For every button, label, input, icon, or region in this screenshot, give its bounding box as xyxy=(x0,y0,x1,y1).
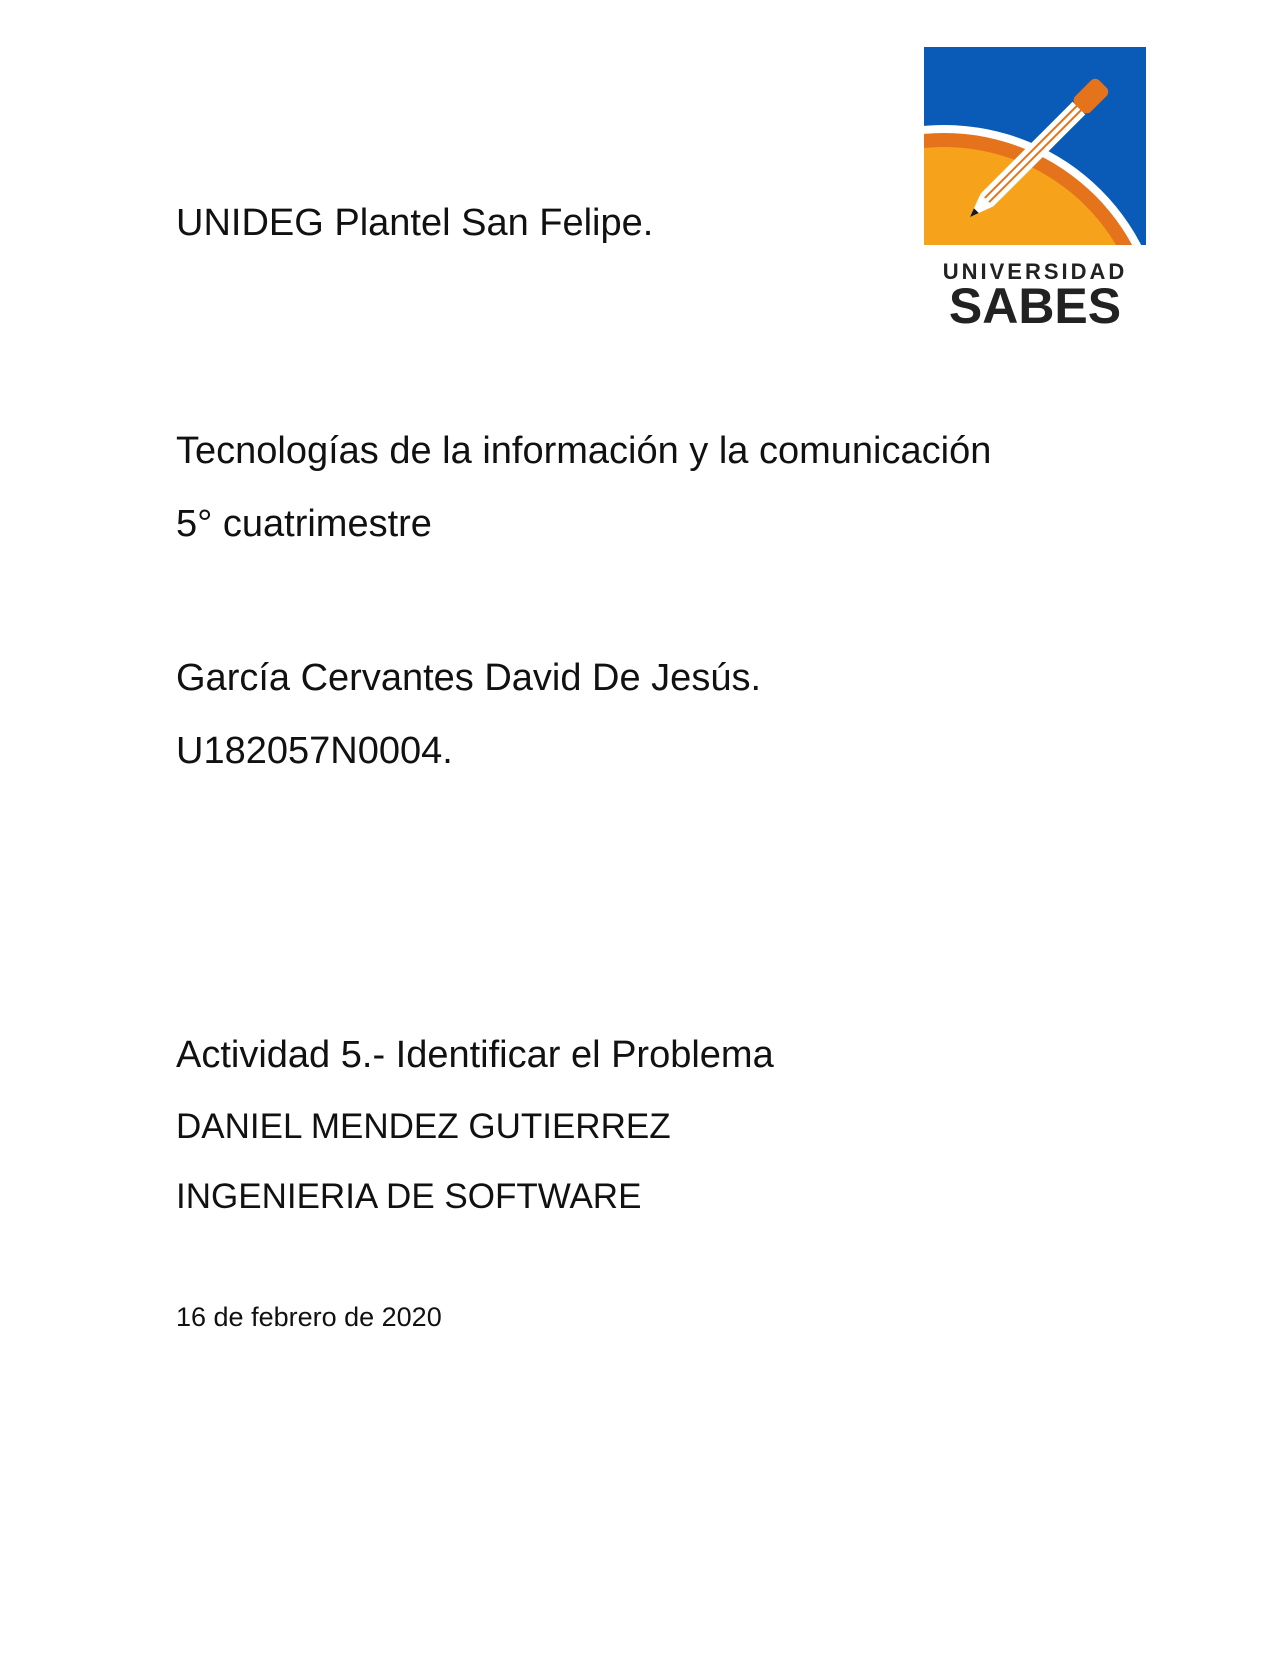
student-name: García Cervantes David De Jesús. xyxy=(176,657,762,699)
document-date: 16 de febrero de 2020 xyxy=(176,1302,442,1332)
term: 5° cuatrimestre xyxy=(176,503,432,545)
subject-name: INGENIERIA DE SOFTWARE xyxy=(176,1177,642,1216)
university-logo xyxy=(924,47,1146,327)
program-name: Tecnologías de la información y la comunicación xyxy=(176,430,992,472)
logo-universidad: UNIVERSIDAD xyxy=(942,259,1128,284)
institution-name: UNIDEG Plantel San Felipe. xyxy=(176,202,654,244)
teacher-name: DANIEL MENDEZ GUTIERREZ xyxy=(176,1107,671,1146)
logo-sabes: SABES xyxy=(948,278,1122,327)
activity-title: Actividad 5.- Identificar el Problema xyxy=(176,1034,774,1076)
student-id: U182057N0004. xyxy=(176,730,453,772)
